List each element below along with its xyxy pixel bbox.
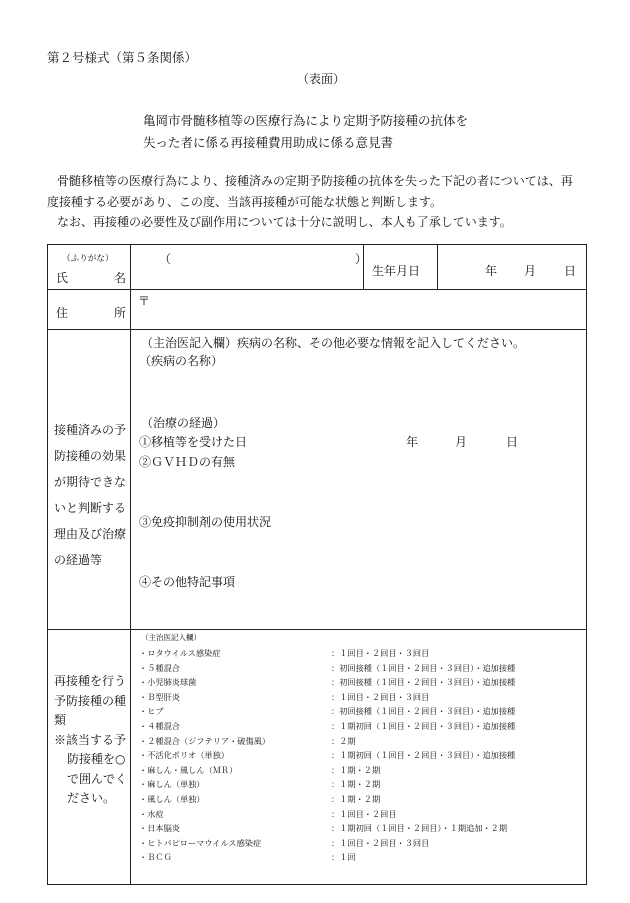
vaccine-item[interactable] [131, 821, 586, 836]
vaccine-label-line: 再接種を行う [54, 674, 127, 688]
vaccine-item[interactable] [131, 661, 586, 676]
address-label-1: 住 [56, 306, 69, 320]
address-row [48, 290, 587, 330]
vaccine-label-line: ※該当する予 [54, 732, 127, 747]
vaccine-doses[interactable]: ：１期・２期 [331, 793, 381, 804]
vaccine-name: ・麻しん・風しん（ＭＲ） [139, 764, 238, 775]
vaccine-doses[interactable]: ：１回目・２回目・３回目 [331, 837, 430, 848]
vaccine-item[interactable] [131, 792, 586, 807]
name-input-cell[interactable] [131, 245, 368, 290]
vaccine-name: ・ヒブ [139, 706, 164, 717]
address-label-cell [48, 290, 131, 330]
vaccine-name: ・ＢＣＧ [139, 852, 172, 863]
vaccine-item[interactable] [131, 719, 586, 734]
address-input-cell[interactable] [131, 290, 587, 330]
vaccine-label-line: で囲んでく [67, 771, 128, 786]
vaccine-label-cell [48, 630, 131, 885]
reason-label-line: いと判断する [54, 501, 127, 515]
transplant-date-label: ①移植等を受けた日 [139, 435, 248, 449]
title-line-2: 失った者に係る再接種費用助成に係る意見書 [143, 135, 394, 150]
vaccine-doses[interactable]: ：１回 [331, 852, 356, 863]
vaccine-name: ・不活化ポリオ（単独） [139, 750, 229, 761]
reason-label-line: の経過等 [54, 553, 103, 567]
opinion-form-table [47, 244, 587, 885]
vaccine-label-line: 類 [54, 713, 67, 727]
vaccine-name: ・５種混合 [139, 662, 180, 673]
vaccine-doses[interactable]: ：１回目・２回目・３回目 [331, 648, 430, 658]
address-label-2: 所 [114, 306, 127, 320]
disease-name-label: （疾病の名称） [139, 354, 224, 368]
form-number: 第２号様式（第５条関係） [47, 50, 198, 65]
vaccine-list-cell [131, 630, 587, 885]
treatment-course-label: （治療の経過） [141, 416, 226, 430]
vaccine-doses[interactable]: ：１回目・２回目・３回目 [331, 691, 430, 702]
other-notes-label: ④その他特記事項 [139, 575, 236, 589]
vaccine-doses[interactable]: ：初回接種（１回目・２回目・３回目）・追加接種 [331, 662, 516, 673]
paren-open: （ [159, 252, 172, 266]
vaccine-doses[interactable]: ：１期・２期 [331, 779, 381, 790]
vaccine-doses[interactable]: ：１期初回（１回目・２回目・３回目）・追加接種 [331, 720, 516, 731]
vaccine-name: ・２種混合（ジフテリア・破傷風） [139, 735, 271, 746]
vaccine-row [48, 630, 587, 885]
reason-label-line: 接種済みの予 [54, 423, 127, 437]
reason-row [48, 330, 587, 630]
transplant-month: 月 [455, 435, 468, 449]
vaccine-name: ・日本脳炎 [139, 823, 180, 834]
vaccine-item[interactable] [131, 646, 586, 661]
vaccine-name: ・ロタウイルス感染症 [139, 648, 221, 658]
vaccine-name: ・４種混合 [139, 720, 180, 731]
furigana-label: （ふりがな） [62, 254, 114, 264]
dob-label-cell [364, 245, 438, 290]
reason-label [54, 417, 126, 573]
name-label-2: 名 [114, 271, 127, 285]
paren-close: ） [355, 252, 368, 266]
dob-day: 日 [564, 264, 577, 278]
vaccine-doses[interactable]: ：１期初回（１回目・２回目）・１期追加・２期 [331, 823, 508, 834]
dob-input-cell[interactable] [438, 245, 587, 290]
vaccine-item[interactable] [131, 748, 586, 763]
vaccine-item[interactable] [131, 675, 586, 690]
vaccine-doses[interactable]: ：２期 [331, 735, 356, 746]
vaccine-name: ・風しん（単独） [139, 793, 205, 804]
vaccine-item[interactable] [131, 763, 586, 778]
vaccine-label [54, 672, 127, 809]
vaccine-doses[interactable]: ：初回接種（１回目・２回目・３回目）・追加接種 [331, 677, 516, 688]
name-row [48, 245, 587, 290]
reason-label-line: 理由及び治療 [54, 527, 127, 541]
vaccine-item[interactable] [131, 807, 586, 822]
reason-input-cell[interactable] [131, 330, 587, 630]
vaccine-list [131, 646, 586, 865]
transplant-year: 年 [406, 435, 419, 449]
dob-month: 月 [524, 264, 537, 278]
reason-instruction: （主治医記入欄）疾病の名称、その他必要な情報を記入してください。 [141, 336, 526, 350]
title-line-1: 亀岡市骨髄移植等の医療行為により定期予防接種の抗体を [143, 113, 469, 128]
immunosuppressant-label: ③免疫抑制剤の使用状況 [139, 515, 272, 529]
form-side: （表面） [297, 72, 346, 86]
vaccine-name: ・小児肺炎球菌 [139, 677, 197, 688]
dob-label: 生年月日 [372, 264, 421, 278]
vaccine-doses[interactable]: ：１期初回（１回目・２回目・３回目）・追加接種 [331, 750, 516, 761]
reason-label-line: が期待できな [54, 475, 127, 489]
vaccine-label-line: 防接種を○ [67, 752, 126, 766]
intro-line-2: 度接種する必要があり、この度、当該再接種が可能な状態と判断します。 [47, 195, 443, 209]
transplant-day: 日 [506, 435, 519, 449]
vaccine-name: ・麻しん（単独） [139, 779, 205, 790]
intro-line-1: 骨髄移植等の医療行為により、接種済みの定期予防接種の抗体を失った下記の者については、再 [57, 174, 573, 188]
vaccine-item[interactable] [131, 704, 586, 719]
vaccine-item[interactable] [131, 836, 586, 851]
vaccine-label-line: ださい。 [67, 791, 116, 805]
vaccine-item[interactable] [131, 777, 586, 792]
vaccine-name: ・ヒトパピローマウイルス感染症 [139, 837, 262, 848]
vaccine-item[interactable] [131, 690, 586, 705]
vaccine-doses[interactable]: ：初回接種（１回目・２回目・３回目）・追加接種 [331, 706, 516, 717]
vaccine-item[interactable] [131, 734, 586, 749]
intro-line-3: なお、再接種の必要性及び副作用については十分に説明し、本人も了承しています。 [57, 215, 512, 229]
dob-year: 年 [485, 264, 498, 278]
postal-mark: 〒 [138, 294, 151, 308]
vaccine-label-line: 予防接種の種 [54, 693, 127, 708]
name-label-cell [48, 245, 131, 290]
vaccine-doses[interactable]: ：１期・２期 [331, 764, 381, 775]
vaccine-doses[interactable]: ：１回目・２回目 [331, 808, 397, 819]
reason-label-line: 防接種の効果 [54, 449, 127, 463]
vaccine-header: （主治医記入欄） [141, 633, 201, 642]
vaccine-name: ・Ｂ型肝炎 [139, 691, 180, 702]
vaccine-name: ・水痘 [139, 808, 164, 819]
gvhd-label: ②ＧＶＨＤの有無 [139, 455, 236, 469]
reason-label-cell [48, 330, 131, 630]
vaccine-item[interactable] [131, 850, 586, 865]
name-label-1: 氏 [56, 271, 69, 285]
